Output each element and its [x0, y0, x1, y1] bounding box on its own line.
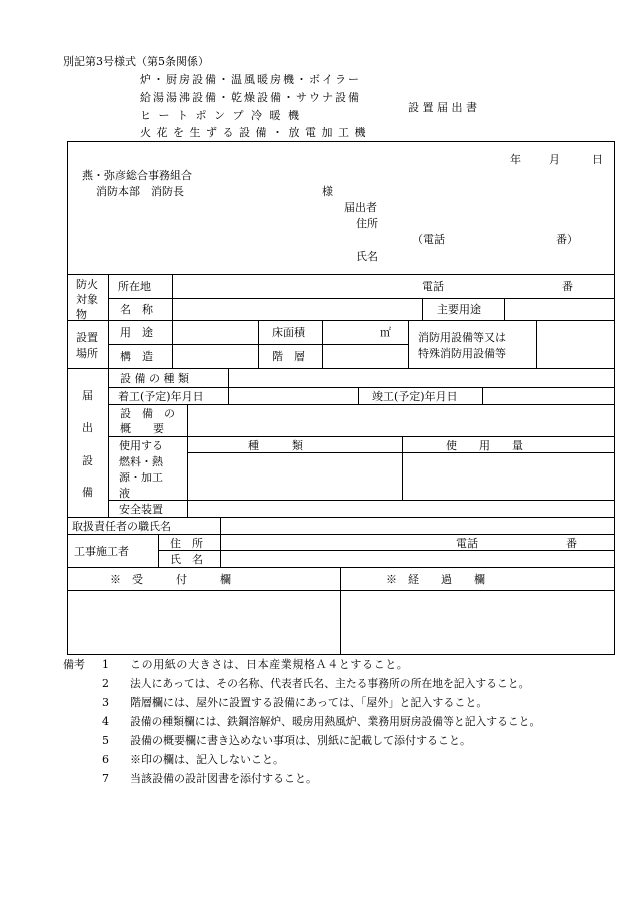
applicant-name-label: 氏名	[356, 250, 378, 263]
equipment-line: 給湯湯沸設備・乾燥設備・サウナ設備	[140, 91, 361, 104]
note-text: 設備の概要欄に書き込めない事項は、別紙に記載して添付すること。	[130, 734, 471, 747]
note-text: 法人にあっては、その名称、代表者氏名、主たる事務所の所在地を記入すること。	[130, 677, 530, 690]
contractor-phone-suffix: 番	[566, 537, 577, 550]
notes-heading: 備考	[63, 658, 85, 671]
fuel-label: 液	[119, 487, 130, 500]
equipment-section-char: 備	[82, 486, 93, 499]
floor-label: 階 層	[272, 350, 305, 363]
fire-equipment-label: 消防用設備等又は	[418, 331, 506, 344]
date-year: 年	[510, 153, 521, 166]
note-number: 5	[102, 734, 109, 747]
floor-area-label: 床面積	[272, 326, 305, 339]
fuel-label: 源・加工	[119, 471, 163, 484]
addressee-dept: 消防本部 消防長	[96, 185, 184, 198]
applicant-label: 届出者	[344, 201, 377, 214]
summary-label: 設 備 の	[120, 407, 175, 420]
target-section-label: 物	[76, 308, 87, 321]
progress-header: ※ 経 過 欄	[386, 573, 485, 586]
form-number: 別記第3号様式（第5条関係）	[63, 55, 209, 68]
usage-header: 使 用 量	[446, 439, 523, 452]
safety-device-label: 安全装置	[119, 503, 163, 516]
form-title: 設 置 届 出 書	[408, 101, 477, 114]
contractor-name-label: 氏 名	[170, 553, 203, 566]
contractor-address-label: 住 所	[170, 537, 203, 550]
target-name-label: 名 称	[120, 303, 153, 316]
fuel-label: 燃料・熱	[119, 455, 163, 468]
site-section-label: 場所	[76, 347, 98, 360]
equipment-line: 炉・厨房設備・温風暖房機・ボイラー	[140, 73, 361, 86]
note-text: 階層欄には、屋外に設置する設備にあっては、「屋外」と記入すること。	[130, 696, 488, 709]
note-text: この用紙の大きさは、日本産業規格Ａ４とすること。	[130, 658, 409, 671]
summary-label: 概 要	[120, 422, 164, 435]
equipment-line: 火 花 を 生 ず る 設 備 ・ 放 電 加 工 機	[140, 126, 367, 139]
applicant-phone-close: 番）	[556, 233, 578, 246]
start-date-label: 着工(予定)年月日	[118, 390, 204, 403]
equipment-section-char: 出	[82, 421, 93, 434]
contractor-phone-label: 電話	[456, 537, 478, 550]
note-text: 設備の種類欄には、鉄鋼溶解炉、暖房用熱風炉、業務用厨房設備等と記入すること。	[130, 715, 541, 728]
date-day: 日	[592, 153, 603, 166]
applicant-phone-open: （電話	[412, 233, 445, 246]
site-use-label: 用 途	[120, 326, 153, 339]
complete-date-label: 竣工(予定)年月日	[372, 390, 458, 403]
floor-area-unit: ㎡	[380, 326, 391, 339]
note-number: 2	[102, 677, 109, 690]
kind-header: 種 類	[248, 439, 303, 452]
fire-equipment-label: 特殊消防用設備等	[418, 347, 506, 360]
note-number: 4	[102, 715, 109, 728]
note-number: 7	[102, 772, 109, 785]
structure-label: 構 造	[120, 350, 153, 363]
target-phone-suffix: 番	[562, 280, 573, 293]
note-number: 6	[102, 753, 109, 766]
contractor-label: 工事施工者	[74, 545, 129, 558]
note-text: ※印の欄は、記入しないこと。	[130, 753, 284, 766]
equipment-line: ヒ ー ト ポ ン プ 冷 暖 機	[140, 109, 301, 122]
site-section-label: 設置	[76, 331, 98, 344]
honorific: 様	[322, 185, 333, 198]
date-month: 月	[549, 153, 560, 166]
note-number: 3	[102, 696, 109, 709]
addressee-org: 燕・弥彦総合事務組合	[82, 169, 192, 182]
target-section-label: 対象	[76, 293, 98, 306]
receipt-header: ※ 受 付 欄	[110, 573, 231, 586]
equipment-type-label: 設 備 の 種 類	[120, 372, 189, 385]
note-text: 当該設備の設計図書を添付すること。	[130, 772, 317, 785]
location-label: 所在地	[118, 280, 151, 293]
note-number: 1	[102, 658, 109, 671]
responsible-label: 取扱責任者の職氏名	[72, 520, 171, 533]
fuel-label: 使用する	[119, 439, 163, 452]
target-phone-label: 電話	[422, 280, 444, 293]
equipment-section-char: 届	[82, 389, 93, 402]
equipment-section-char: 設	[82, 454, 93, 467]
target-section-label: 防火	[76, 278, 98, 291]
main-use-label: 主要用途	[437, 303, 481, 316]
applicant-address-label: 住所	[356, 217, 378, 230]
